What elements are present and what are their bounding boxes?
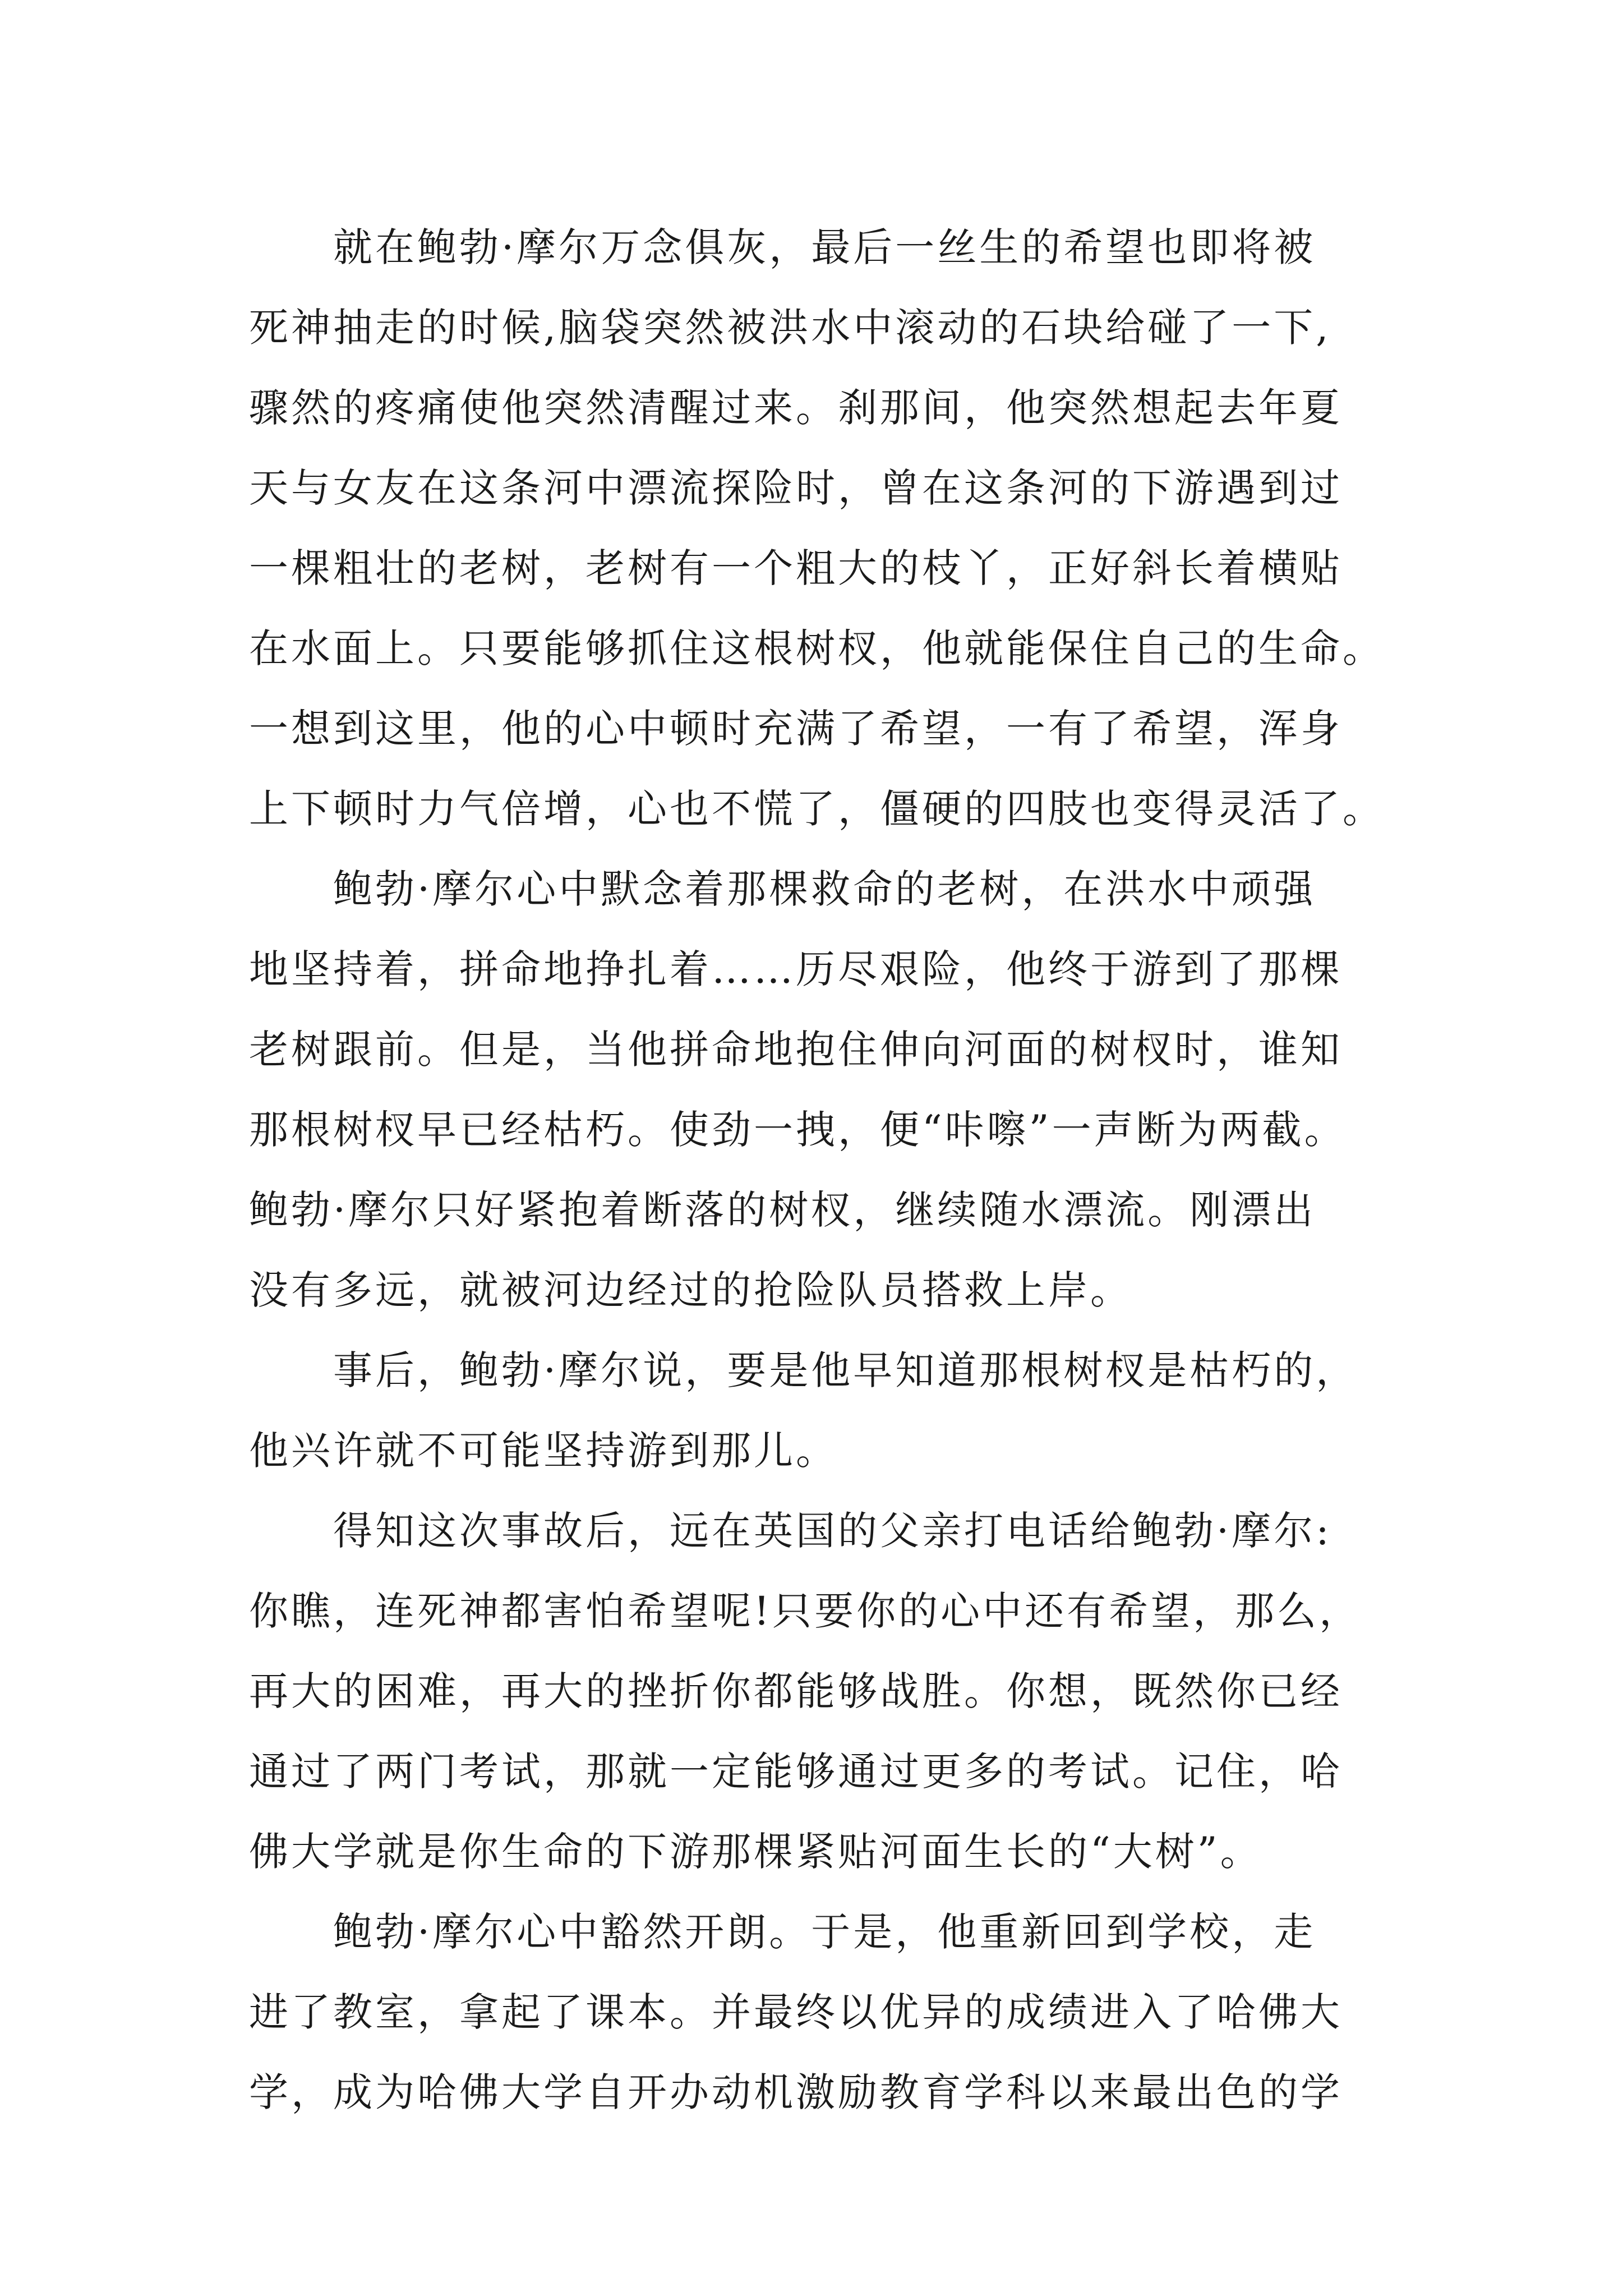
text-line: 他兴许就不可能坚持游到那儿。: [249, 1428, 838, 1474]
text-line: 进了教室，拿起了课本。并最终以优异的成绩进入了哈佛大: [249, 1989, 1343, 2035]
text-line: 骤然的疼痛使他突然清醒过来。刹那间，他突然想起去年夏: [249, 385, 1343, 431]
text-line: 佛大学就是你生命的下游那棵紧贴河面生长的“大树”。: [249, 1829, 1262, 1875]
text-line: 得知这次事故后，远在英国的父亲打电话给鲍勃·摩尔:: [333, 1508, 1332, 1554]
body-text: [249, 208, 1415, 2133]
text-line: 事后，鲍勃·摩尔说，要是他早知道那根树杈是枯朽的，: [333, 1347, 1358, 1393]
text-line: 老树跟前。但是，当他拼命地抱住伸向河面的树杈时，谁知: [249, 1027, 1343, 1073]
text-line: 鲍勃·摩尔心中豁然开朗。于是，他重新回到学校，走: [333, 1909, 1316, 1955]
text-line: 一棵粗壮的老树，老树有一个粗大的枝丫，正好斜长着横贴: [249, 545, 1343, 591]
text-line: 在水面上。只要能够抓住这根树杈，他就能保住自己的生命。: [249, 625, 1385, 671]
text-line: 死神抽走的时候,脑袋突然被洪水中滚动的石块给碰了一下,: [249, 305, 1331, 351]
text-line: 没有多远，就被河边经过的抢险队员搭救上岸。: [249, 1267, 1132, 1313]
text-line: 那根树杈早已经枯朽。使劲一拽，便“咔嚓”一声断为两截。: [249, 1107, 1347, 1153]
text-line: 上下顿时力气倍增，心也不慌了，僵硬的四肢也变得灵活了。: [249, 786, 1385, 832]
text-line: 通过了两门考试，那就一定能够通过更多的考试。记住，哈: [249, 1749, 1343, 1795]
text-line: 鲍勃·摩尔只好紧抱着断落的树杈，继续随水漂流。刚漂出: [249, 1187, 1316, 1233]
text-line: 天与女友在这条河中漂流探险时，曾在这条河的下游遇到过: [249, 465, 1343, 511]
text-line: 鲍勃·摩尔心中默念着那棵救命的老树，在洪水中顽强: [333, 866, 1316, 912]
text-line: 学，成为哈佛大学自开办动机激励教育学科以来最出色的学: [249, 2069, 1343, 2115]
text-line: 地坚持着，拼命地挣扎着……历尽艰险，他终于游到了那棵: [249, 946, 1343, 992]
text-line: 你瞧，连死神都害怕希望呢!只要你的心中还有希望，那么，: [249, 1588, 1362, 1634]
text-line: 就在鲍勃·摩尔万念俱灰，最后一丝生的希望也即将被: [333, 224, 1316, 270]
text-line: 一想到这里，他的心中顿时充满了希望，一有了希望，浑身: [249, 706, 1343, 752]
text-line: 再大的困难，再大的挫折你都能够战胜。你想，既然你已经: [249, 1668, 1343, 1714]
